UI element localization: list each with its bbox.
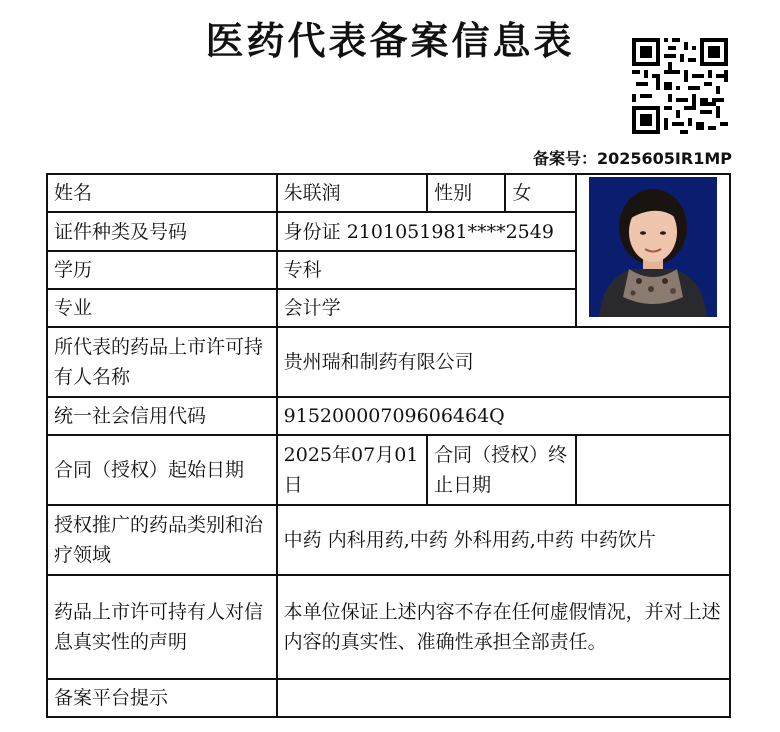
- platform-value: [277, 679, 730, 717]
- page-title: 医药代表备案信息表: [205, 19, 575, 63]
- gender-value: 女: [505, 174, 575, 212]
- qr-code: [632, 38, 728, 134]
- row-credit-code: [47, 397, 730, 435]
- info-table: [46, 173, 731, 718]
- row-platform: [47, 679, 730, 717]
- major-label: 专业: [47, 289, 277, 327]
- category-value: 中药 内科用药,中药 外科用药,中药 中药饮片: [277, 505, 730, 575]
- contract-end-label: 合同（授权）终止日期: [427, 435, 575, 505]
- id-value: 身份证 2101051981****2549: [277, 212, 576, 251]
- contract-start-value: 2025年07月01日: [277, 435, 427, 505]
- id-photo: [589, 177, 717, 317]
- row-statement: [47, 575, 730, 679]
- row-holder: [47, 327, 730, 397]
- id-label: 证件种类及号码: [47, 212, 277, 251]
- holder-label: 所代表的药品上市许可持有人名称: [47, 327, 277, 397]
- contract-end-value: [576, 435, 730, 505]
- education-value: 专科: [277, 251, 576, 289]
- name-value: 朱联润: [277, 174, 427, 212]
- platform-label: 备案平台提示: [47, 679, 277, 717]
- row-name: [47, 174, 730, 212]
- education-label: 学历: [47, 251, 277, 289]
- name-label: 姓名: [47, 174, 277, 212]
- category-label: 授权推广的药品类别和治疗领域: [47, 505, 277, 575]
- major-value: 会计学: [277, 289, 576, 327]
- statement-label: 药品上市许可持有人对信息真实性的声明: [47, 575, 277, 679]
- credit-code-label: 统一社会信用代码: [47, 397, 277, 435]
- record-number: 备案号：2025605IR1MP: [533, 149, 732, 168]
- statement-value: 本单位保证上述内容不存在任何虚假情况，并对上述内容的真实性、准确性承担全部责任。: [277, 575, 730, 679]
- row-contract-dates: [47, 435, 730, 505]
- photo-cell: [576, 174, 730, 327]
- contract-start-label: 合同（授权）起始日期: [47, 435, 277, 505]
- credit-code-value: 91520000709606464Q: [277, 397, 730, 435]
- holder-value: 贵州瑞和制药有限公司: [277, 327, 730, 397]
- row-category: [47, 505, 730, 575]
- gender-label: 性别: [427, 174, 505, 212]
